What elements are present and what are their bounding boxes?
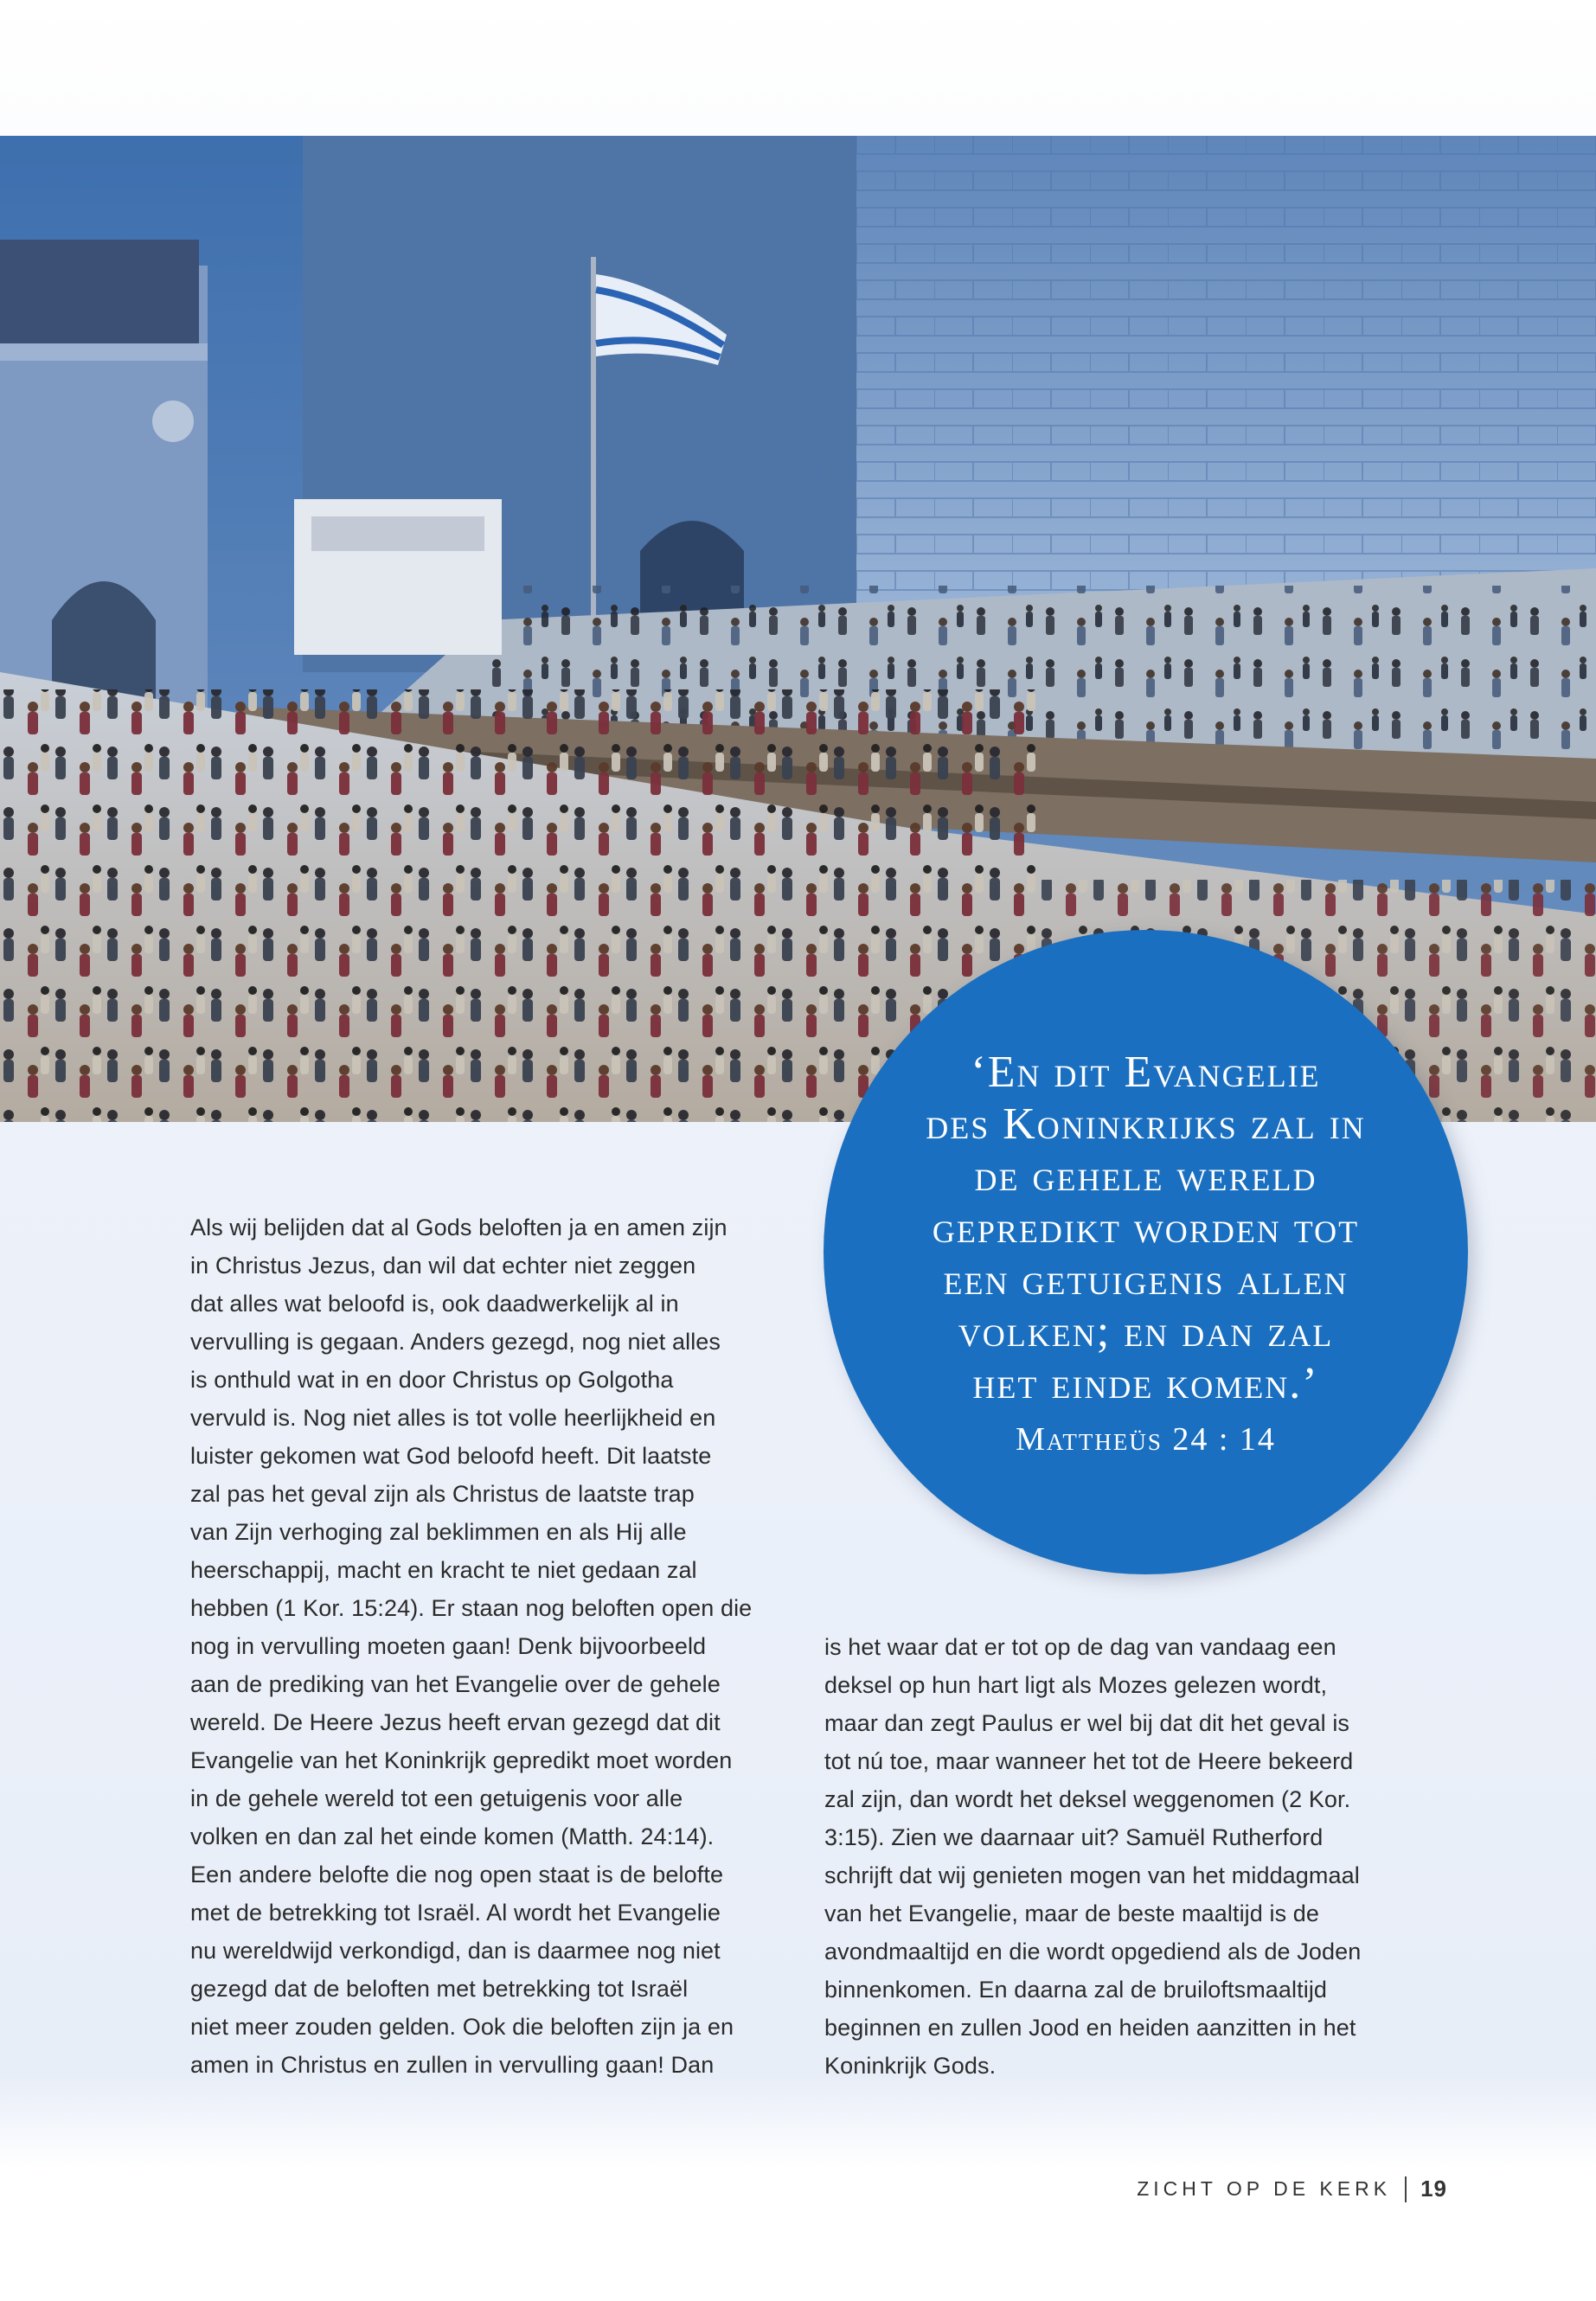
- pull-quote-text: ‘En dit Evangelie des Koninkrijks zal in de gehele wereld gepredikt worden tot een getuigenis allen volken; en dan zal het einde komen.’: [926, 1048, 1366, 1408]
- western-wall-photo: [0, 136, 1596, 1122]
- header-photo: [0, 136, 1596, 1122]
- footer-divider: [1405, 2176, 1407, 2202]
- page-number: 19: [1420, 2176, 1447, 2202]
- right-column-text: is het waar dat er tot op de dag van vandaag een deksel op hun hart ligt als Mozes gelezen wordt, maar dan zegt Paulus er wel bij dat dit het geval is tot nú toe, maar wanneer het tot de Heere bekeerd zal zijn, dan wordt het deksel weggenomen (2 Kor. 3:15). Zien we daarnaar uit? Samuël Rutherford schrijft dat wij genieten mogen van het middagmaal van het Evangelie, maar de beste maaltijd is de avondmaaltijd en die wordt opgediend als de Joden binnenkomen. En daarna zal de bruiloftsmaaltijd beginnen en zullen Jood en heiden aanzitten in het Koninkrijk Gods.: [824, 1634, 1362, 2079]
- article-column-left: [190, 1208, 779, 2084]
- pull-quote-reference: Mattheüs 24 : 14: [1016, 1421, 1276, 1458]
- magazine-title: ZICHT OP DE KERK: [1137, 2177, 1392, 2200]
- page-footer: [1137, 2176, 1447, 2202]
- article-column-right: [824, 1628, 1413, 2085]
- pull-quote-circle: [824, 930, 1468, 1574]
- left-column-text: Als wij belijden dat al Gods beloften ja en amen zijn in Christus Jezus, dan wil dat echter niet zeggen dat alles wat beloofd is, ook daadwerkelijk al in vervulling is gegaan. Anders gezegd, nog niet alles is onthuld wat in en door Christus op Golgotha vervuld is. Nog niet alles is tot volle heerlijkheid en luister gekomen wat God beloofd heeft. Dit laatste zal pas het geval zijn als Christus de laatste trap van Zijn verhoging zal beklimmen en als Hij alle heerschappij, macht en kracht te niet gedaan zal hebben (1 Kor. 15:24). Er staan nog beloften open die nog in vervulling moeten gaan! Denk bijvoorbeeld aan de prediking van het Evangelie over de gehele wereld. De Heere Jezus heeft ervan gezegd dat dit Evangelie van het Koninkrijk gepredikt moet worden in de gehele wereld tot een getuigenis voor alle volken en dan zal het einde komen (Matth. 24:14). Een andere belofte die nog open staat is de belofte met de betrekking tot Israël. Al wordt het Evangelie nu wereldwijd verkondigd, dan is daarmee nog niet gezegd dat de beloften met betrekking tot Israël niet meer zouden gelden. Ook die beloften zijn ja en amen in Christus en zullen in vervulling gaan! Dan: [190, 1215, 753, 2078]
